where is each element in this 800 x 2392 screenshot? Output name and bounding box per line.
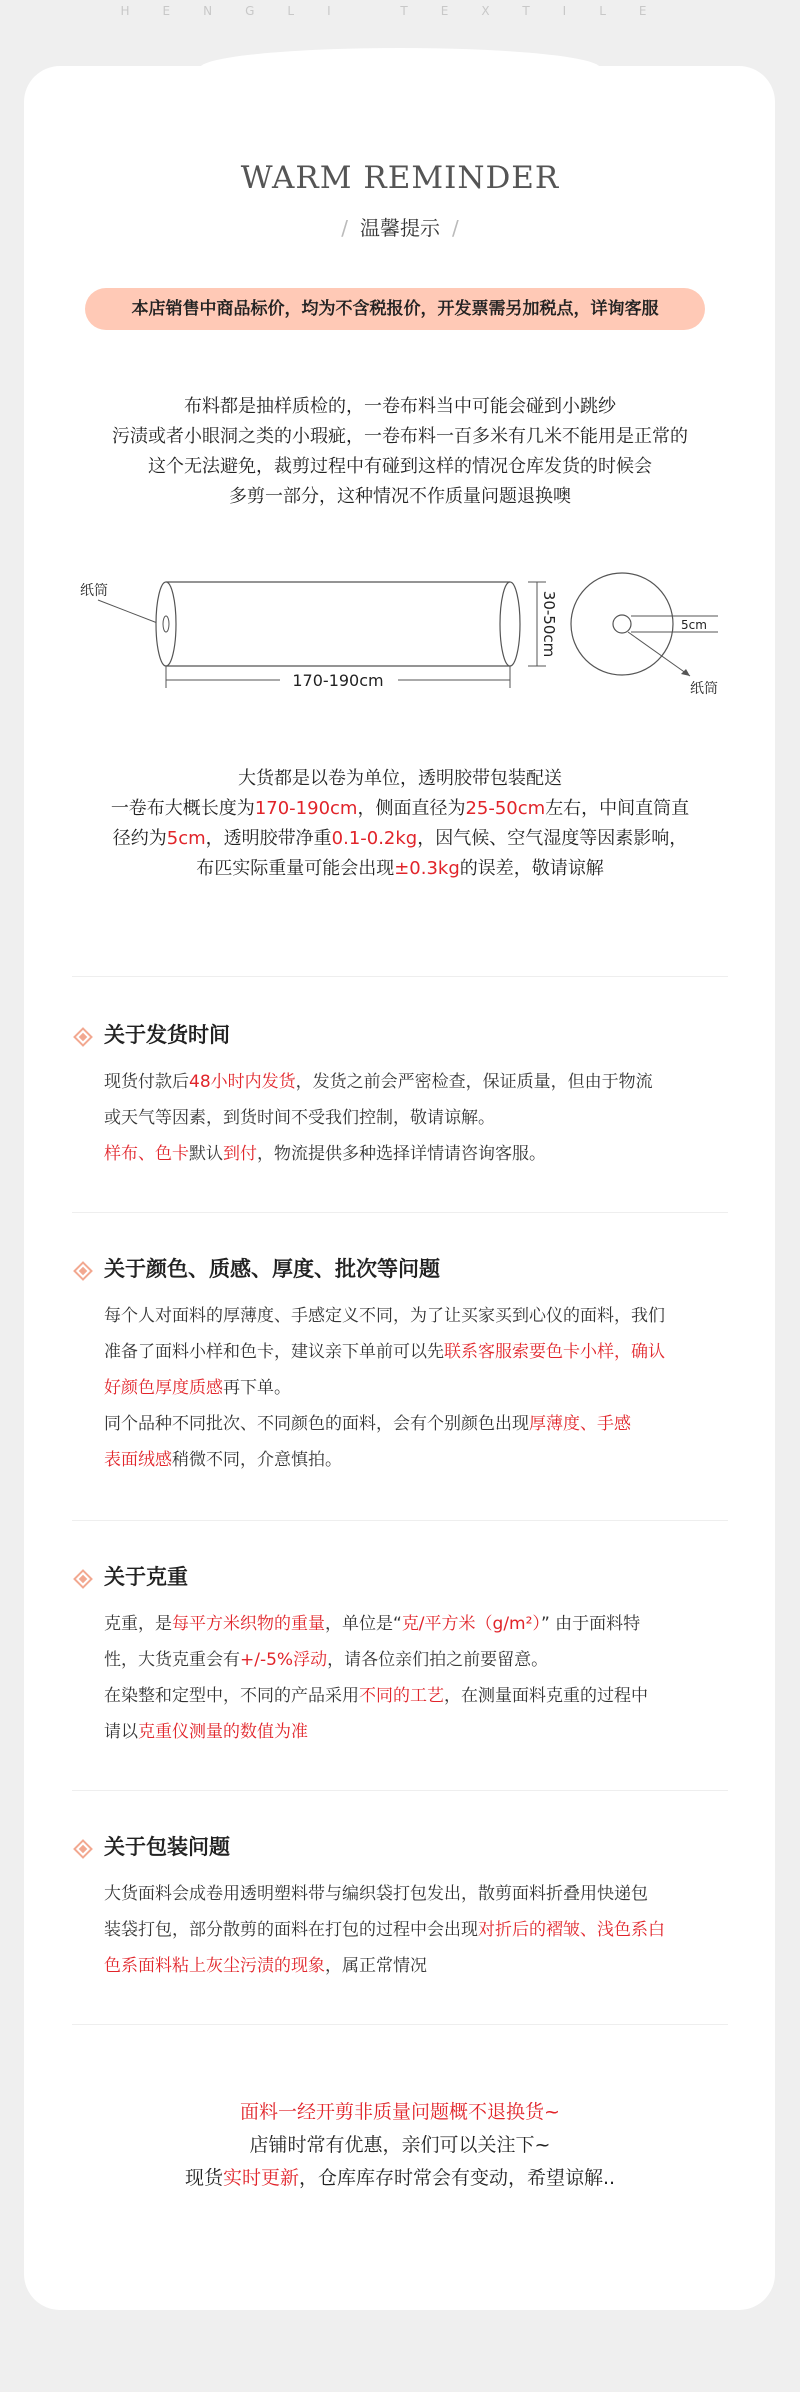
footer-line: 店铺时常有优惠，亲们可以关注下~	[249, 2134, 551, 2156]
highlight: 对折后的褶皱、浅色系白	[478, 1920, 665, 1940]
highlight: 不同的工艺	[359, 1686, 444, 1706]
diamond-icon	[73, 1027, 93, 1047]
title-slash-left: /	[341, 216, 348, 240]
body-line	[104, 1136, 732, 1172]
section-body	[72, 1298, 732, 1478]
packing-line	[0, 794, 800, 824]
text: 性，大货克重会有	[104, 1650, 240, 1670]
section-title	[72, 1562, 732, 1592]
section-title-text: 关于克重	[104, 1565, 188, 1589]
body-line: 大货面料会成卷用透明塑料带与编织袋打包发出，散剪面料折叠用快递包	[104, 1884, 648, 1904]
highlight: 联系客服索要色卡小样，确认	[444, 1342, 665, 1362]
section-weight	[72, 1562, 732, 1750]
divider	[72, 1212, 728, 1213]
text: 径约为	[112, 828, 167, 849]
body-line: 每个人对面料的厚薄度、手感定义不同，为了让买家买到心仪的面料，我们	[104, 1306, 665, 1326]
text: ，在测量面料克重的过程中	[444, 1686, 648, 1706]
section-shipping	[72, 1020, 732, 1172]
diameter-label: 30-50cm	[540, 590, 558, 658]
tube-label-right: 纸筒	[690, 681, 718, 697]
highlight: 到付	[223, 1144, 257, 1164]
intro-line: 污渍或者小眼洞之类的小瑕疵，一卷布料一百多米有几米不能用是正常的	[112, 426, 688, 447]
section-title-text: 关于包装问题	[104, 1835, 230, 1859]
text: ，透明胶带净重	[205, 828, 332, 849]
tube-pointer-left	[98, 600, 160, 624]
fabric-roll-diagram	[70, 548, 750, 708]
body-line	[104, 1442, 732, 1478]
packing-line: 大货都是以卷为单位，透明胶带包装配送	[238, 768, 562, 789]
highlight: 表面绒感	[104, 1450, 172, 1470]
body-line	[104, 1912, 732, 1948]
text: ，发货之前会严密检查，保证质量，但由于物流	[295, 1072, 653, 1092]
title-slash-right: /	[452, 216, 459, 240]
highlight: 厚薄度、手感	[529, 1414, 631, 1434]
body-line: 或天气等因素，到货时间不受我们控制，敬请谅解。	[104, 1108, 495, 1128]
text: 克重，是	[104, 1614, 172, 1634]
body-line	[104, 1714, 732, 1750]
body-line	[104, 1642, 732, 1678]
body-line	[104, 1948, 732, 1984]
tube-label-left: 纸筒	[80, 583, 108, 599]
highlight: ±0.3kg	[394, 858, 460, 879]
highlight: 样布、色卡	[104, 1144, 189, 1164]
text: ，单位是“	[325, 1614, 402, 1634]
text: 左右，中间直筒直	[545, 798, 690, 819]
text: ，侧面直径为	[357, 798, 466, 819]
highlight: +/-5%浮动	[240, 1650, 328, 1670]
highlight: 5cm	[166, 828, 206, 849]
highlight: 色系面料粘上灰尘污渍的现象	[104, 1956, 325, 1976]
text: 的误差，敬请谅解	[459, 858, 604, 879]
diamond-icon	[73, 1569, 93, 1589]
text: ” 由于面料特	[540, 1614, 641, 1634]
intro-line: 这个无法避免，裁剪过程中有碰到这样的情况仓库发货的时候会	[148, 456, 652, 477]
footer-line: 面料一经开剪非质量问题概不退换货~	[240, 2101, 560, 2123]
title-cn-text: 温馨提示	[360, 216, 440, 240]
tax-notice-banner: 本店销售中商品标价，均为不含税报价，开发票需另加税点，详询客服	[85, 288, 705, 330]
text: 准备了面料小样和色卡，建议亲下单前可以先	[104, 1342, 444, 1362]
section-body	[72, 1064, 732, 1172]
intro-line: 布料都是抽样质检的，一卷布料当中可能会碰到小跳纱	[184, 396, 616, 417]
title-en: WARM REMINDER	[240, 160, 560, 196]
text: 现货付款后	[104, 1072, 189, 1092]
footer-notice	[0, 2096, 800, 2195]
brand-strip: HENGLI TEXTILE	[120, 4, 680, 18]
section-title	[72, 1020, 732, 1050]
body-line	[104, 1064, 732, 1100]
text: ，属正常情况	[325, 1956, 427, 1976]
section-body	[72, 1876, 732, 1984]
text: 同个品种不同批次、不同颜色的面料，会有个别颜色出现	[104, 1414, 529, 1434]
section-title-text: 关于发货时间	[104, 1023, 230, 1047]
section-packaging	[72, 1832, 732, 1984]
diamond-icon	[73, 1839, 93, 1859]
packing-line	[0, 824, 800, 854]
core-label: 5cm	[681, 618, 707, 632]
highlight: 实时更新	[222, 2167, 299, 2189]
packing-line	[0, 854, 800, 884]
divider	[72, 2024, 728, 2025]
footer-line	[0, 2162, 800, 2195]
text: 请以	[104, 1722, 138, 1742]
body-line	[104, 1678, 732, 1714]
highlight: 克/平方米（g/m²）	[401, 1614, 541, 1634]
text: ，请各位亲们拍之前要留意。	[327, 1650, 549, 1670]
roll-end-right	[500, 582, 520, 666]
text: 现货	[184, 2167, 223, 2189]
text: ，因气候、空气湿度等因素影响，	[417, 828, 688, 849]
text: 默认	[189, 1144, 223, 1164]
section-color	[72, 1254, 732, 1478]
divider	[72, 976, 728, 977]
body-line	[104, 1406, 732, 1442]
highlight: 48小时内发货	[189, 1072, 296, 1092]
text: 再下单。	[223, 1378, 291, 1398]
text: 一卷布大概长度为	[110, 798, 255, 819]
text: 在染整和定型中，不同的产品采用	[104, 1686, 359, 1706]
section-body	[72, 1606, 732, 1750]
highlight: 克重仪测量的数值为准	[138, 1722, 308, 1742]
packing-paragraph	[0, 764, 800, 884]
roll-side-core	[613, 615, 631, 633]
body-line	[104, 1606, 732, 1642]
diamond-icon	[73, 1261, 93, 1281]
text: ，仓库库存时常会有变动，希望谅解..	[298, 2167, 616, 2189]
intro-line: 多剪一部分，这种情况不作质量问题退换噢	[229, 486, 571, 507]
body-line	[104, 1370, 732, 1406]
section-title	[72, 1832, 732, 1862]
highlight: 170-190cm	[254, 798, 358, 819]
divider	[72, 1790, 728, 1791]
length-label: 170-190cm	[292, 671, 384, 690]
highlight: 25-50cm	[465, 798, 546, 819]
text: ，物流提供多种选择详情请咨询客服。	[257, 1144, 546, 1164]
text: 稍微不同，介意慎拍。	[172, 1450, 342, 1470]
highlight: 每平方米织物的重量	[172, 1614, 325, 1634]
highlight: 好颜色厚度质感	[104, 1378, 223, 1398]
intro-paragraph	[0, 392, 800, 512]
text: 布匹实际重量可能会出现	[196, 858, 395, 879]
section-title	[72, 1254, 732, 1284]
title-cn	[0, 212, 800, 241]
roll-body	[166, 582, 510, 666]
text: 装袋打包，部分散剪的面料在打包的过程中会出现	[104, 1920, 478, 1940]
body-line	[104, 1334, 732, 1370]
roll-core-left	[163, 616, 169, 632]
highlight: 0.1-0.2kg	[331, 828, 418, 849]
section-title-text: 关于颜色、质感、厚度、批次等问题	[104, 1257, 440, 1281]
divider	[72, 1520, 728, 1521]
